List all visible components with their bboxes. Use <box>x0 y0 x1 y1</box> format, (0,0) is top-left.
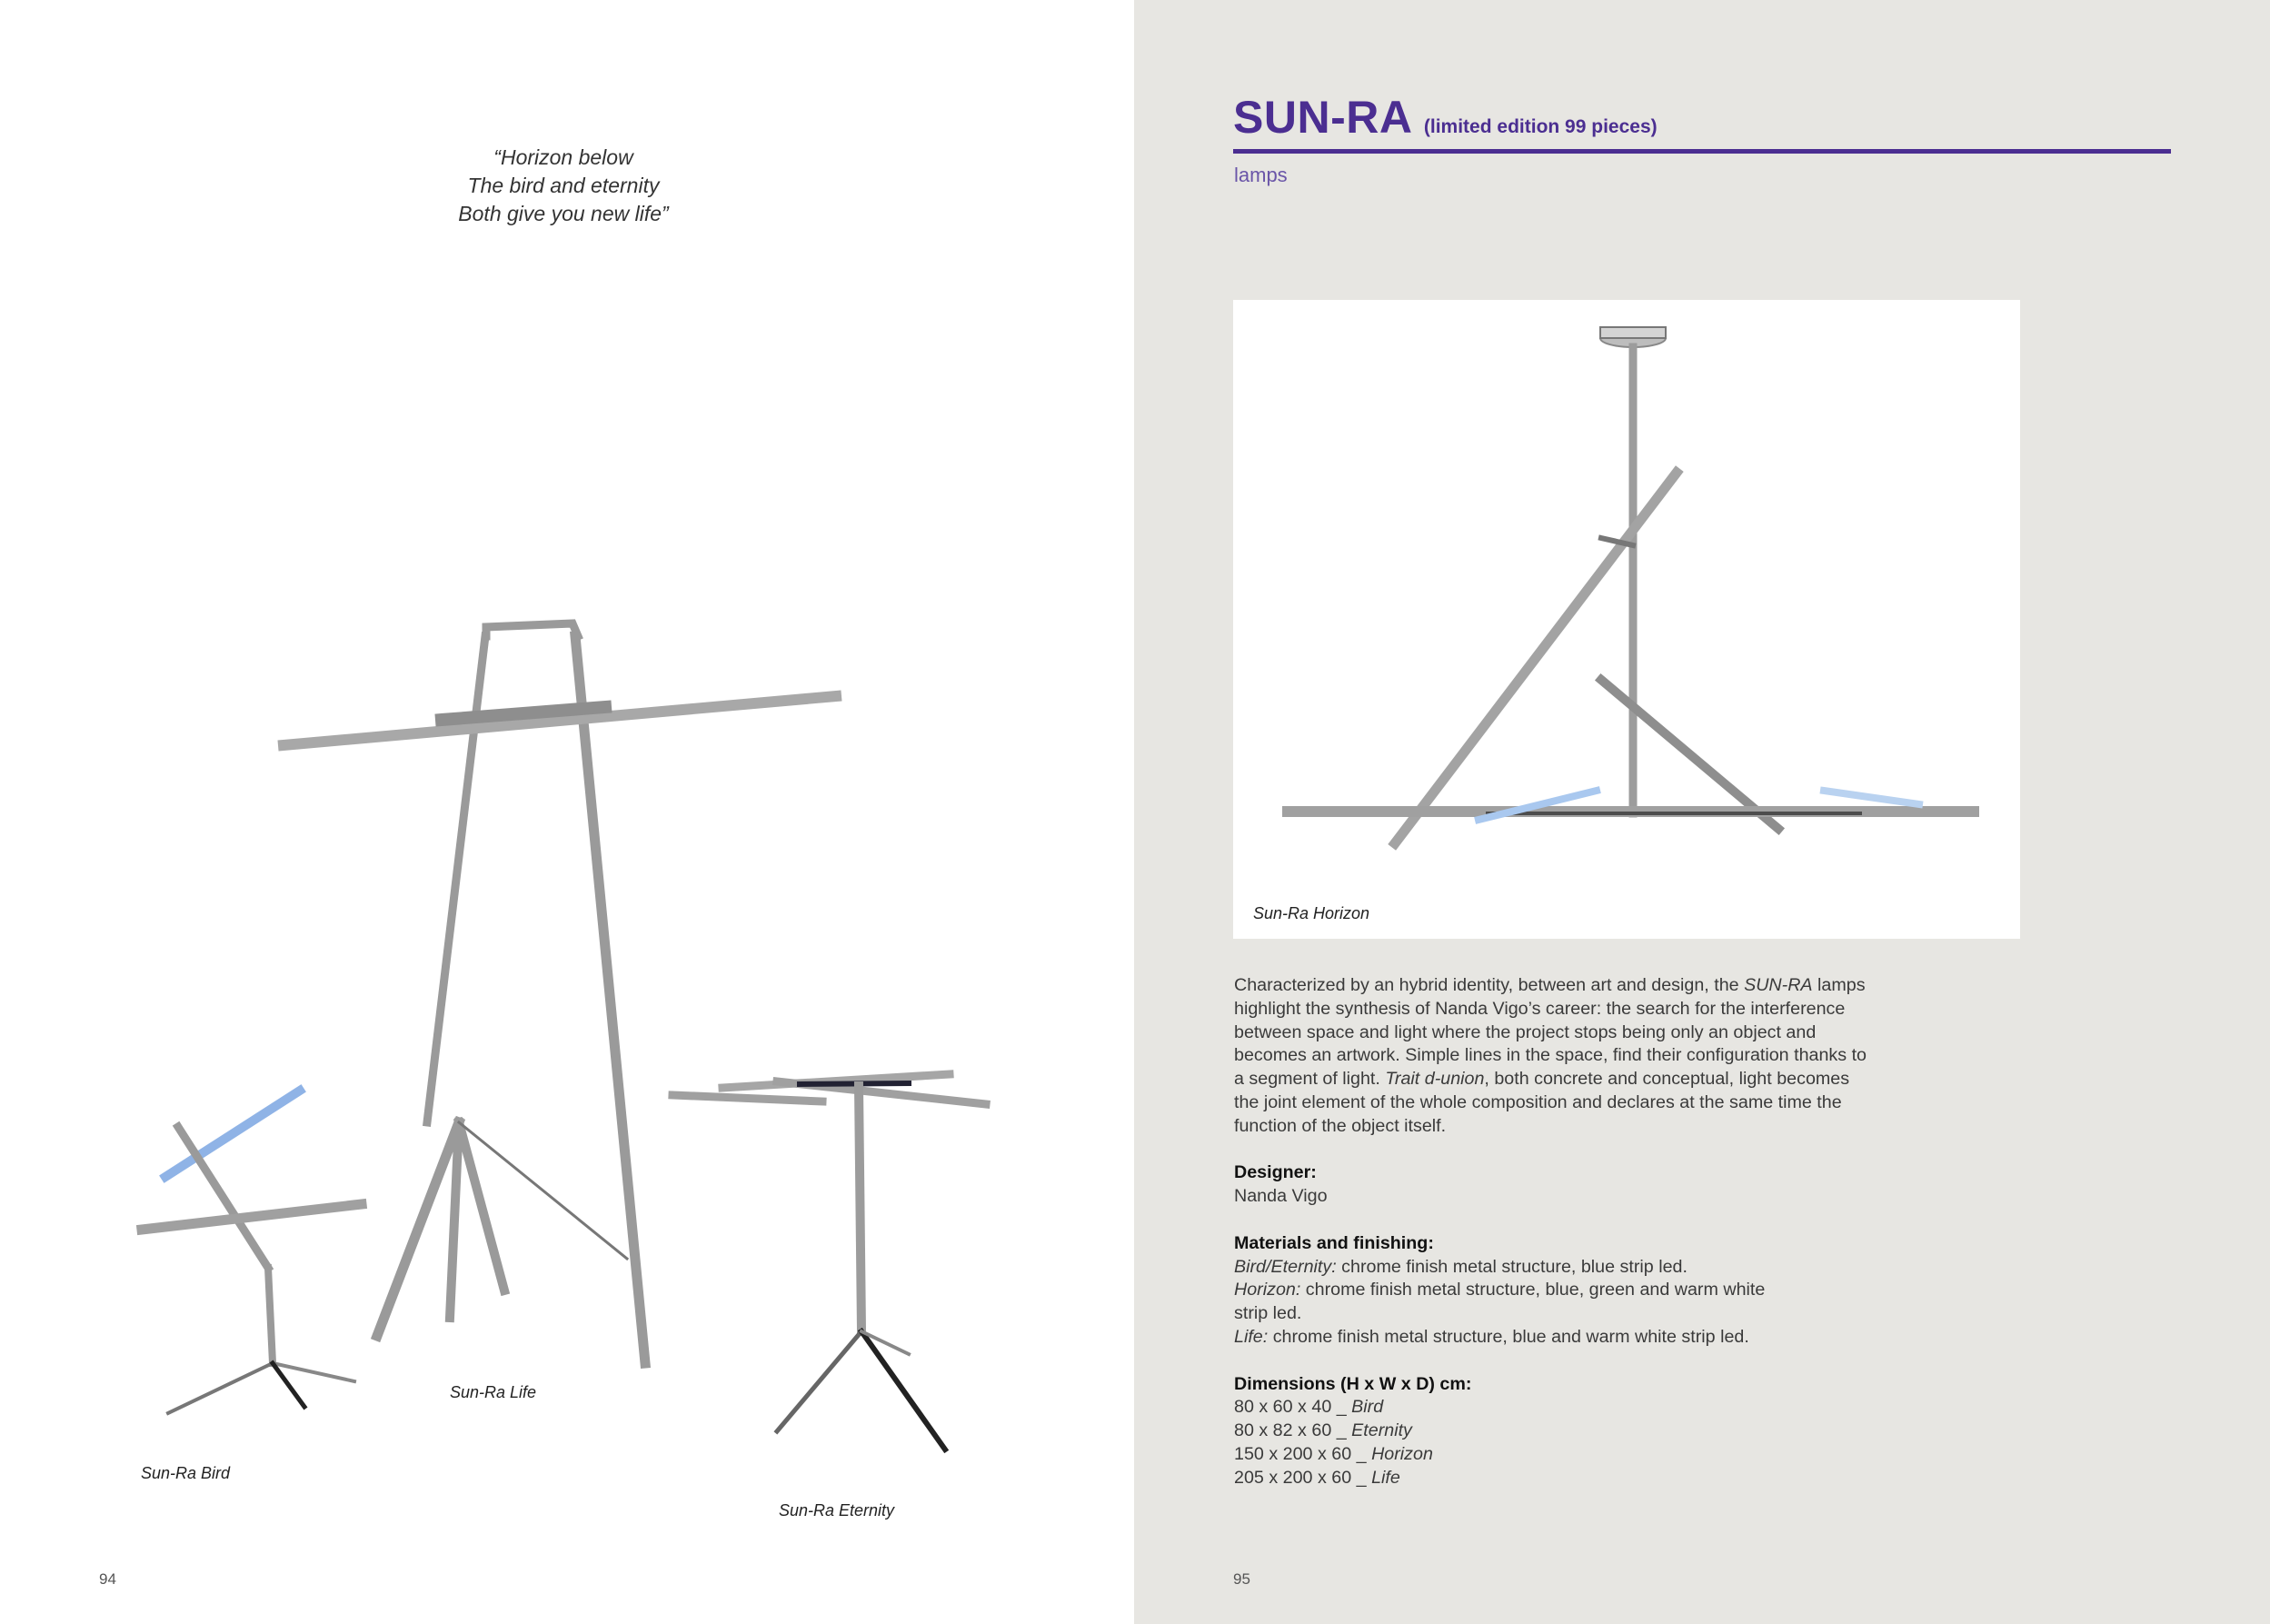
materials-heading: Materials and finishing: <box>1234 1232 1434 1253</box>
designer-name: Nanda Vigo <box>1234 1186 1328 1207</box>
dimension-model: Life <box>1371 1467 1400 1488</box>
dimension-row <box>1234 1443 1870 1467</box>
description-part-3: , both concrete and conceptual, light becomes the joint element of the whole composition and declares at the same time the function of the object itself. <box>1234 1069 1850 1136</box>
lamp-life <box>284 623 836 1363</box>
designer-heading: Designer: <box>1234 1162 1317 1183</box>
edition-text: (limited edition 99 pieces) <box>1423 116 1658 137</box>
page-number-right: 95 <box>1233 1570 1250 1588</box>
materials-text: chrome finish metal structure, blue, green and warm white strip led. <box>1234 1280 1766 1324</box>
materials-text: chrome finish metal structure, blue strip led. <box>1336 1256 1688 1277</box>
dimension-model: Eternity <box>1351 1420 1412 1441</box>
materials-label: Horizon: <box>1234 1280 1301 1300</box>
materials-label: Bird/Eternity: <box>1234 1256 1337 1277</box>
caption-horizon: Sun-Ra Horizon <box>1253 904 1370 922</box>
materials-text: chrome finish metal structure, blue and warm white strip led. <box>1268 1326 1749 1347</box>
dimension-size: 205 x 200 x 60 _ <box>1234 1467 1372 1488</box>
materials-item <box>1234 1326 1870 1350</box>
horizon-photo <box>1233 300 2020 939</box>
dimension-row <box>1234 1467 1870 1490</box>
quote-line-2: The bird and eternity <box>467 174 660 197</box>
lamp-bird <box>142 1091 362 1413</box>
dimension-size: 150 x 200 x 60 _ <box>1234 1443 1372 1464</box>
dimension-row <box>1234 1420 1870 1443</box>
materials-label: Life: <box>1234 1326 1269 1347</box>
description-part-2: lamps highlight the synthesis of Nanda Vigo’s career: the search for the interference between space and light where the project stops being only an object and becomes an artwork. Simple lines in the space, find their configuration thanks to a segment of light. <box>1234 975 1867 1090</box>
dimensions-heading: Dimensions (H x W x D) cm: <box>1234 1373 1472 1394</box>
caption-eternity: Sun-Ra Eternity <box>779 1501 895 1519</box>
materials-item <box>1234 1256 1870 1280</box>
materials-item <box>1234 1279 1779 1326</box>
title-text: SUN-RA <box>1233 92 1413 143</box>
title-divider <box>1233 149 2171 154</box>
product-title <box>1233 91 1658 144</box>
quote-line-1: “Horizon below <box>493 145 633 169</box>
dimension-size: 80 x 82 x 60 _ <box>1234 1420 1352 1441</box>
description-emphasis-1: SUN-RA <box>1744 975 1813 995</box>
caption-bird: Sun-Ra Bird <box>141 1464 231 1482</box>
lamps-photo <box>0 0 1134 1624</box>
page-number-left: 94 <box>99 1570 116 1588</box>
lamp-horizon <box>1233 300 2020 939</box>
dimension-row <box>1234 1396 1870 1420</box>
dimension-size: 80 x 60 x 40 _ <box>1234 1397 1352 1418</box>
caption-life: Sun-Ra Life <box>450 1383 537 1401</box>
description-part-1: Characterized by an hybrid identity, between art and design, the <box>1234 975 1745 995</box>
left-page <box>0 0 1134 1624</box>
dimension-model: Horizon <box>1371 1443 1433 1464</box>
lamp-eternity <box>672 1074 986 1450</box>
description-emphasis-2: Trait d-union <box>1385 1069 1485 1090</box>
product-description <box>1234 974 1870 1490</box>
quote-line-3: Both give you new life” <box>458 202 669 225</box>
dimension-model: Bird <box>1351 1397 1384 1418</box>
description-paragraph <box>1234 974 1870 1139</box>
category-label: lamps <box>1234 164 1288 186</box>
